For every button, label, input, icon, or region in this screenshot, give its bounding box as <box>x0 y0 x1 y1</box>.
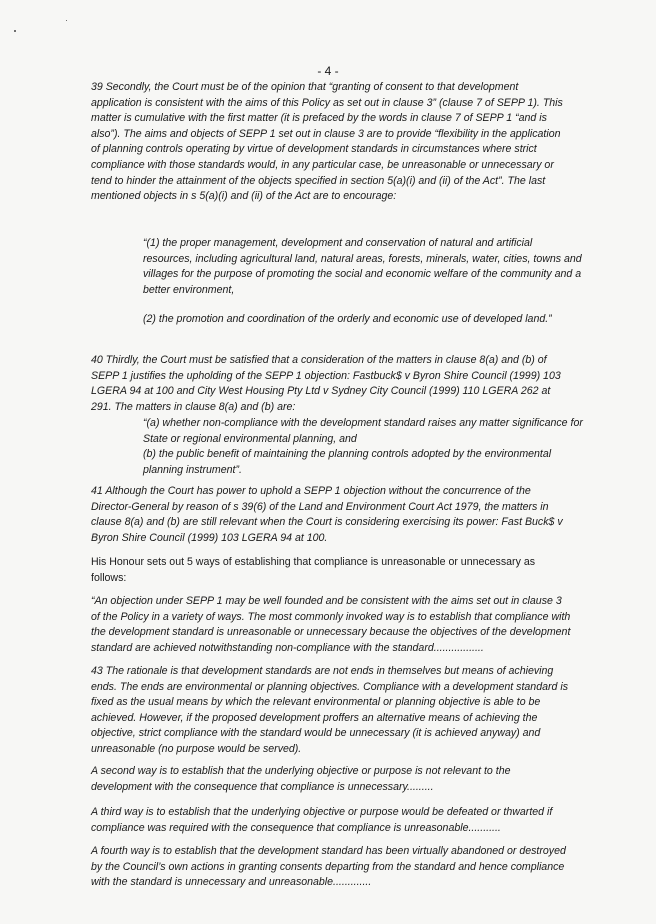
scan-speck <box>66 20 67 21</box>
quote-item-1: “(1) the proper management, development and conservation of natural and artificial resources, including agricultural land, natural areas, forests, minerals, water, cities, towns and villages for the purpose of promoting the social and economic welfare of the community and a better environment, <box>143 237 582 296</box>
matter-a: “(a) whether non-compliance with the development standard raises any matter significance for State or regional environmental planning, and <box>143 417 583 445</box>
page-number: - 4 - <box>317 64 339 78</box>
quote-opening: “An objection under SEPP 1 may be well founded and be consistent with the aims set out in clause 3 of the Policy in a variety of ways. The most commonly invoked way is to establish that compliance with the development standard is unreasonable or unnecessary because the objectives of the development standard are achieved notwithstanding non-compliance with the standard................. <box>91 595 571 654</box>
paragraph-41: 41 Although the Court has power to uphold a SEPP 1 objection without the concurrence of the Director-General by reason of s 39(6) of the Land and Environment Court Act 1979, the matters in clause 8(a) and (b) are still relevant when the Court is considering exercising its power: Fast Buck$ v Byron Shire Council (1999) 103 LGERA 94 at 100. <box>91 485 563 544</box>
scan-speck <box>14 30 16 32</box>
fourth-way: A fourth way is to establish that the development standard has been virtually abandoned or destroyed by the Council’s own actions in granting consents departing from the standard and hence compliance with the standard is unnecessary and unreasonable............. <box>91 845 566 889</box>
second-way: A second way is to establish that the underlying objective or purpose is not relevant to the development with the consequence that compliance is unnecessary......... <box>91 765 511 793</box>
intro-paragraph: His Honour sets out 5 ways of establishing that compliance is unreasonable or unnecessary as follows: <box>91 556 536 584</box>
third-way: A third way is to establish that the underlying objective or purpose would be defeated or thwarted if compliance was required with the consequence that compliance is unreasonable........... <box>91 806 553 834</box>
quote-item-2: (2) the promotion and coordination of the orderly and economic use of developed land.” <box>143 313 552 325</box>
matter-b: (b) the public benefit of maintaining the planning controls adopted by the environmental planning instrument”. <box>143 448 552 476</box>
paragraph-39: 39 Secondly, the Court must be of the opinion that “granting of consent to that development application is consistent with the aims of this Policy as set out in clause 3” (clause 7 of SEPP 1). This matter is cumulative with the first matter (it is prefaced by the words in clause 7 of SEPP 1 “and is also”). The aims and objects of SEPP 1 set out in clause 3 are to provide “flexibility in the application of planning controls operating by virtue of development standards in circumstances where strict compliance with those standards would, in any particular case, be unreasonable or unnecessary or tend to hinder the attainment of the objects specified in section 5(a)(i) and (ii) of the Act”. The last mentioned objects in s 5(a)(i) and (ii) of the Act are to encourage: <box>91 81 563 203</box>
paragraph-40: 40 Thirdly, the Court must be satisfied that a consideration of the matters in clause 8(a) and (b) of SEPP 1 justifies the upholding of the SEPP 1 objection: Fastbuck$ v Byron Shire Council (1999) 103 LGERA 94 at 100 and City West Housing Pty Ltd v Sydney City Council (1999) 110 LGERA 262 at 291. The matters in clause 8(a) and (b) are: <box>91 354 561 413</box>
paragraph-43: 43 The rationale is that development standards are not ends in themselves but means of achieving ends. The ends are environmental or planning objectives. Compliance with a development standard is fixed as the usual means by which the relevant environmental or planning objective is able to be achieved. However, if the proposed development proffers an alternative means of achieving the objective, strict compliance with the standard would be unnecessary (it is achieved anyway) and unreasonable (no purpose would be served). <box>91 665 568 755</box>
